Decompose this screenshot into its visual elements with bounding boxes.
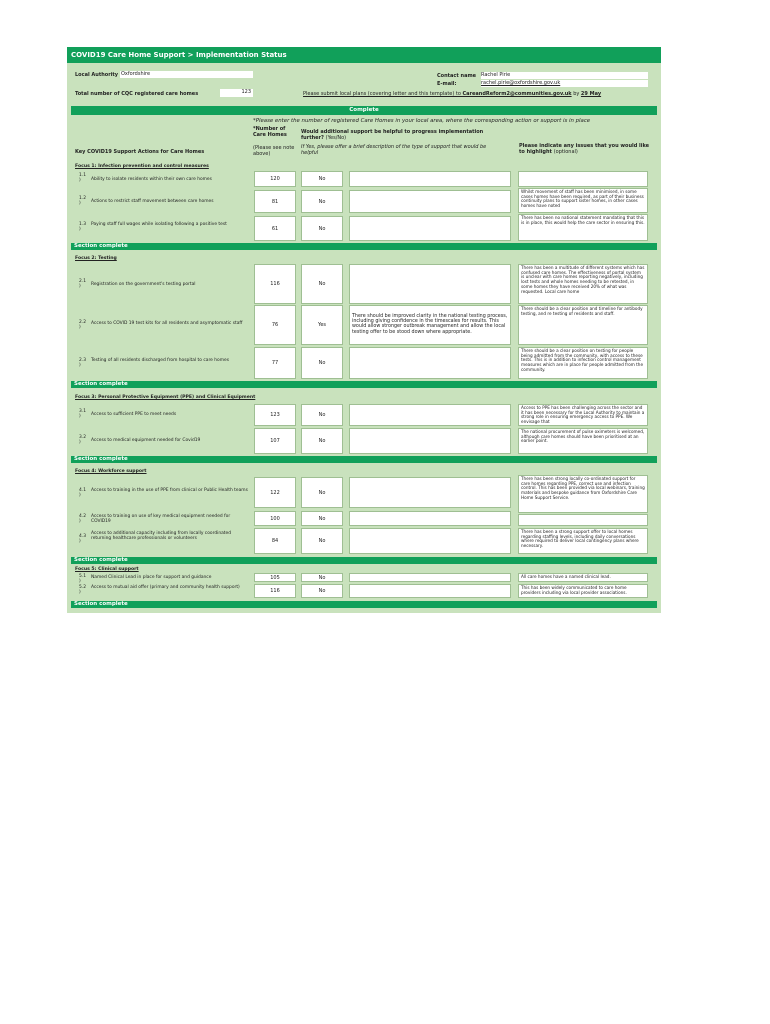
column-header-support-note: If Yes, please offer a brief description of the type of support that would be helpful [301,144,487,156]
care-home-count-input[interactable]: 107 [254,428,296,454]
care-home-count-input[interactable]: 120 [254,171,296,187]
issues-input[interactable]: There should be a clear position and timeline for antibody testing, and re testing of residents and staff. [518,305,648,345]
support-description-input[interactable] [349,264,511,304]
contact-name-field[interactable]: Rachel Pirie [481,72,648,79]
column-header-actions: Key COVID19 Support Actions for Care Homes [75,149,205,155]
support-description-input[interactable] [349,216,511,241]
support-yes-no-select[interactable]: Yes [301,305,343,345]
care-home-count-note: *Please enter the number of registered Care Homes in your local area, where the corresponding action or support is in place [253,118,591,124]
support-description-input[interactable]: There should be improved clarity in the national testing process, including giving confidence in the timescales for results. This would allow stronger outbreak management and allow the local testing offer to be stood down where appropriate. [349,305,511,345]
column-header-issues-optional: (optional) [553,148,578,155]
support-yes-no-select[interactable]: No [301,404,343,426]
support-description-input[interactable] [349,428,511,454]
focus-5-title: Focus 5: Clinical support [75,567,139,572]
item-number: 1.2 ) [79,196,86,206]
support-yes-no-select[interactable]: No [301,171,343,187]
care-home-count-input[interactable]: 122 [254,477,296,508]
section-complete-bar: Section complete [71,381,657,388]
column-header-issues [519,144,654,155]
care-home-count-input[interactable]: 61 [254,216,296,241]
item-label: Ability to isolate residents within their own care homes [91,177,212,182]
item-number: 5.2 ) [79,585,86,595]
support-yes-no-select[interactable]: No [301,584,343,598]
item-number: 2.1 ) [79,279,86,289]
support-description-input[interactable] [349,404,511,426]
support-yes-no-select[interactable]: No [301,511,343,526]
item-number: 4.3 ) [79,534,86,544]
status-complete-bar: Complete [71,106,657,115]
item-label: Actions to restrict staff movement between care homes [91,199,214,204]
submit-deadline: 29 May [580,91,602,97]
issues-input[interactable]: All care homes have a named clinical lead. [518,573,648,582]
item-label: Named Clinical Lead in place for support and guidance [91,575,212,580]
item-number: 2.2 ) [79,320,86,330]
issues-input[interactable]: There has been a strong support offer to local homes regarding staffing levels, including daily conversations where required to deliver local contingency plans where necessary. [518,528,648,554]
issues-input[interactable] [518,514,648,526]
issues-input[interactable]: There should be a clear position on testing for people being admitted from the community, with access to these tests. This is in addition to infection control management measures which are in place for people admitted from the community. [518,347,648,379]
item-label: Access to training on use of key medical equipment needed for COVID19 [91,514,231,524]
focus-2-title: Focus 2: Testing [75,256,117,261]
section-complete-bar: Section complete [71,557,657,564]
cqc-homes-label: Total number of CQC registered care homes [75,91,199,97]
item-number: 2.3 ) [79,358,86,368]
care-home-count-input[interactable]: 76 [254,305,296,345]
issues-input[interactable] [518,171,648,187]
submit-email-link[interactable]: CareandReform2@communities.gov.uk [462,91,572,97]
support-description-input[interactable] [349,171,511,187]
submit-instructions-text: Please submit local plans (covering letter and this template) to [303,91,463,97]
support-yes-no-select[interactable]: No [301,477,343,508]
care-home-count-input[interactable]: 105 [254,573,296,582]
item-label: Access to medical equipment needed for Covid19 [91,438,201,443]
item-number: 4.1 ) [79,488,86,498]
focus-4-title: Focus 4: Workforce support [75,469,147,474]
issues-input[interactable]: Access to PPE has been challenging across the sector and it has been necessary for the Local Authority to maintain a strong role in ensuring emergency access to PPE. We envisage that [518,404,648,426]
support-description-input[interactable] [349,584,511,598]
item-number: 4.2 ) [79,514,86,524]
care-home-count-input[interactable]: 84 [254,528,296,554]
issues-input[interactable]: Whilst movement of staff has been minimised, in some cases homes have been required, as part of their business continuity plans to support sister homes, in other cases homes have noted [518,188,648,213]
item-label: Access to COVID 19 test kits for all residents and asymptomatic staff [91,321,243,326]
support-yes-no-select[interactable]: No [301,190,343,213]
item-label: Paying staff full wages while isolating following a positive test [91,222,227,227]
column-header-issues-title: Please indicate any issues that you would like to highlight [519,143,650,155]
email-field[interactable]: rachel.pirie@oxfordshire.gov.uk [481,80,648,87]
care-home-count-input[interactable]: 116 [254,584,296,598]
issues-input[interactable]: There has been strong locally co-ordinated support for care homes regarding PPE, correct use and infection control. This has been provided via local webinars, training materials and bespoke guidance from Oxfordshire Care Home Support Service. [518,475,648,513]
item-label: Access to additional capacity including from locally coordinated returning healthcare professionals or volunteers [91,531,232,541]
issues-input[interactable]: This has been widely communicated to care home providers including via local provider associations. [518,584,648,598]
column-header-support-yn: (Yes/No) [325,134,347,141]
support-description-input[interactable] [349,573,511,582]
item-label: Access to sufficient PPE to meet needs [91,412,177,417]
column-header-number: *Number of Care Homes [253,126,287,138]
item-number: 5.1 ) [79,574,86,584]
support-yes-no-select[interactable]: No [301,573,343,582]
issues-input[interactable]: There has been no national statement mandating that this is in place, this would help the care sector in ensuring this. [518,214,648,241]
submit-by-text: by [571,91,581,97]
submit-instructions [303,91,601,97]
column-header-support-title: Would additional support be helpful to progress implementation further? [301,129,484,141]
item-label: Registration on the government's testing portal [91,282,196,287]
section-complete-bar: Section complete [71,601,657,608]
item-number: 1.3 ) [79,222,86,232]
cqc-homes-field[interactable]: 123 [220,89,253,97]
support-description-input[interactable] [349,347,511,379]
care-home-count-input[interactable]: 81 [254,190,296,213]
item-number: 3.2 ) [79,435,86,445]
column-header-support [301,130,501,141]
item-number: 3.1 ) [79,409,86,419]
support-yes-no-select[interactable]: No [301,264,343,304]
care-home-count-input[interactable]: 77 [254,347,296,379]
section-complete-bar: Section complete [71,243,657,250]
care-home-count-input[interactable]: 100 [254,511,296,526]
item-label: Testing of all residents discharged from hospital to care homes [91,358,230,363]
support-yes-no-select[interactable]: No [301,428,343,454]
local-authority-field[interactable]: Oxfordshire [120,71,253,78]
focus-1-title: Focus 1: Infection prevention and control measures [75,164,209,169]
section-complete-bar: Section complete [71,456,657,463]
issues-input[interactable]: The national procurement of pulse oximeters is welcomed, although care homes should have been prioritised at an earlier point. [518,428,648,454]
issues-input[interactable]: There has been a multitude of different systems which has confused care homes. The effectiveness of portal system is unclear with care homes reporting negatively, including lost tests and whole homes needing to be retested, in some homes they have received 20% of what was requested. Local care home [518,264,648,304]
local-authority-label: Local Authority [75,72,119,78]
item-label: Access to mutual aid offer (primary and community health support) [91,585,240,590]
page-title: COVID19 Care Home Support > Implementation Status [67,47,661,63]
item-number: 1.1 ) [79,173,86,183]
support-description-input[interactable] [349,528,511,554]
support-yes-no-select[interactable]: No [301,347,343,379]
support-description-input[interactable] [349,190,511,213]
care-home-count-input[interactable]: 123 [254,404,296,426]
item-label: Access to training in the use of PPE from clinical or Public Health teams [91,488,248,493]
support-yes-no-select[interactable]: No [301,216,343,241]
focus-3-title: Focus 3: Personal Protective Equipment (PPE) and Clinical Equipment [75,395,256,400]
care-home-count-input[interactable]: 116 [254,264,296,304]
support-description-input[interactable] [349,511,511,526]
column-header-number-note: (Please see note above) [253,145,295,157]
email-label: E-mail: [437,81,457,87]
support-description-input[interactable] [349,477,511,508]
contact-name-label: Contact name [437,73,477,79]
support-yes-no-select[interactable]: No [301,528,343,554]
